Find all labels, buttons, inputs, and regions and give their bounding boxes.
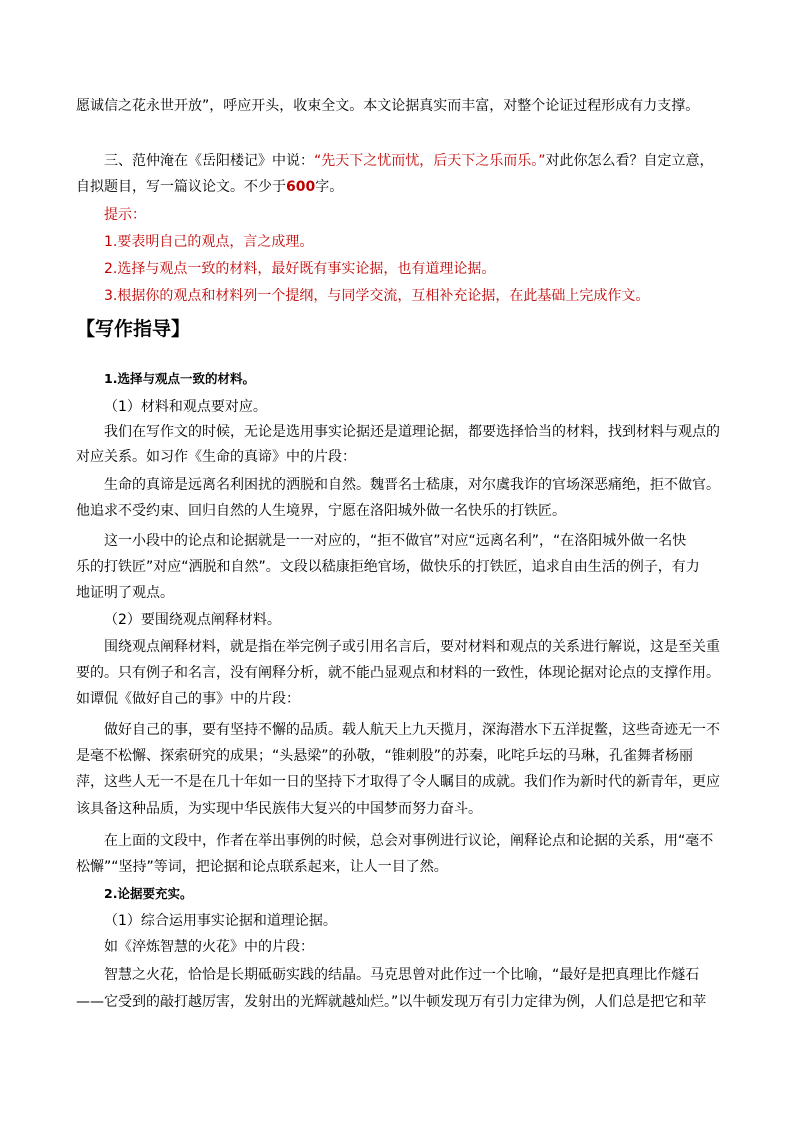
question-line (0, 176, 794, 198)
paragraph-line: 如《淬炼智慧的火花》中的片段： (104, 939, 314, 955)
paragraph-line: 要的。只有例子和名言，没有阐释分析，就不能凸显观点和材料的一致性，体现论据对论点的支撑作用。 (76, 665, 720, 681)
paragraph-line: 我们在写作文的时候，无论是选用事实论据还是道理论据，都要选择恰当的材料，找到材料与观点的 (104, 424, 720, 440)
paragraph-line: 萍，这些人无一不是在几十年如一日的坚持下才取得了令人瞩目的成就。我们作为新时代的新青年，更应 (76, 774, 720, 790)
word-count: 600 (286, 179, 316, 195)
subheading: 1.选择与观点一致的材料。 (104, 371, 255, 386)
sub-subheading: （1）材料和观点要对应。 (104, 399, 267, 415)
question-text: 字。 (315, 179, 344, 195)
subheading: 2.论据要充实。 (104, 886, 193, 901)
question-text: 自拟题目，写一篇议论文。不少于 (76, 179, 286, 195)
paragraph-line: 他追求不受约束、回归自然的人生境界，宁愿在洛阳城外做一名快乐的打铁匠。 (76, 503, 566, 519)
question-quote: “先天下之忧而忧，后天下之乐而乐。” (314, 153, 546, 169)
question-text: 三、范仲淹在《岳阳楼记》中说： (104, 153, 314, 169)
paragraph-line: 如谭侃《做好自己的事》中的片段： (76, 691, 300, 707)
paragraph-line: 地证明了观点。 (76, 585, 174, 601)
hint-item: 1.要表明自己的观点，言之成理。 (104, 234, 314, 250)
paragraph-line: 对应关系。如习作《生命的真谛》中的片段： (76, 449, 356, 465)
paragraph-line: 围绕观点阐释材料，就是指在举完例子或引用名言后，要对材料和观点的关系进行解说，这是至关重 (104, 639, 720, 655)
paragraph-line: ——它受到的敲打越厉害，发射出的光辉就越灿烂。”以牛顿发现万有引力定律为例，人们总是把它和苹 (76, 994, 707, 1010)
hint-item: 3.根据你的观点和材料列一个提纲，与同学交流，互相补充论据，在此基础上完成作文。 (104, 288, 650, 304)
section-title: 【写作指导】 (76, 318, 191, 340)
question-line (0, 150, 794, 172)
paragraph-line: 乐的打铁匠”对应“洒脱和自然”。文段以嵇康拒绝官场，做快乐的打铁匠，追求自由生活的例子，有力 (76, 559, 700, 575)
paragraph-line: 做好自己的事，要有坚持不懈的品质。载人航天上九天揽月，深海潜水下五洋捉鳖，这些奇迹无一不 (104, 722, 720, 738)
paragraph-line: 该具备这种品质，为实现中华民族伟大复兴的中国梦而努力奋斗。 (76, 801, 482, 817)
sub-subheading: （2）要围绕观点阐释材料。 (104, 612, 281, 628)
paragraph-line: 愿诚信之花永世开放”，呼应开头，收束全文。本文论据真实而丰富，对整个论证过程形成有力支撑。 (76, 98, 700, 114)
paragraph-line: 这一小段中的论点和论据就是一一对应的，“拒不做官”对应“远离名利”，“在洛阳城外做一名快 (104, 533, 687, 549)
paragraph-line: 是毫不松懈、探索研究的成果；“头悬梁”的孙敬，“锥刺股”的苏秦，叱咤乒坛的马琳，孔雀舞者杨丽 (76, 748, 694, 764)
paragraph-line: 生命的真谛是远离名利困扰的洒脱和自然。魏晋名士嵇康，对尔虞我诈的官场深恶痛绝，拒不做官。 (104, 477, 720, 493)
paragraph-line: 智慧之火花，恰恰是长期砥砺实践的结晶。马克思曾对此作过一个比喻，“最好是把真理比作燧石 (104, 967, 700, 983)
question-text: 对此你怎么看？自定立意， (545, 153, 714, 169)
hint-item: 2.选择与观点一致的材料，最好既有事实论据，也有道理论据。 (104, 261, 496, 277)
hint-title: 提示： (104, 207, 146, 223)
paragraph-line: 松懈”“坚持”等词，把论据和论点联系起来，让人一目了然。 (76, 859, 448, 875)
sub-subheading: （1）综合运用事实论据和道理论据。 (104, 913, 337, 929)
paragraph-line: 在上面的文段中，作者在举出事例的时候，总会对事例进行议论，阐释论点和论据的关系，用“毫不 (104, 833, 714, 849)
